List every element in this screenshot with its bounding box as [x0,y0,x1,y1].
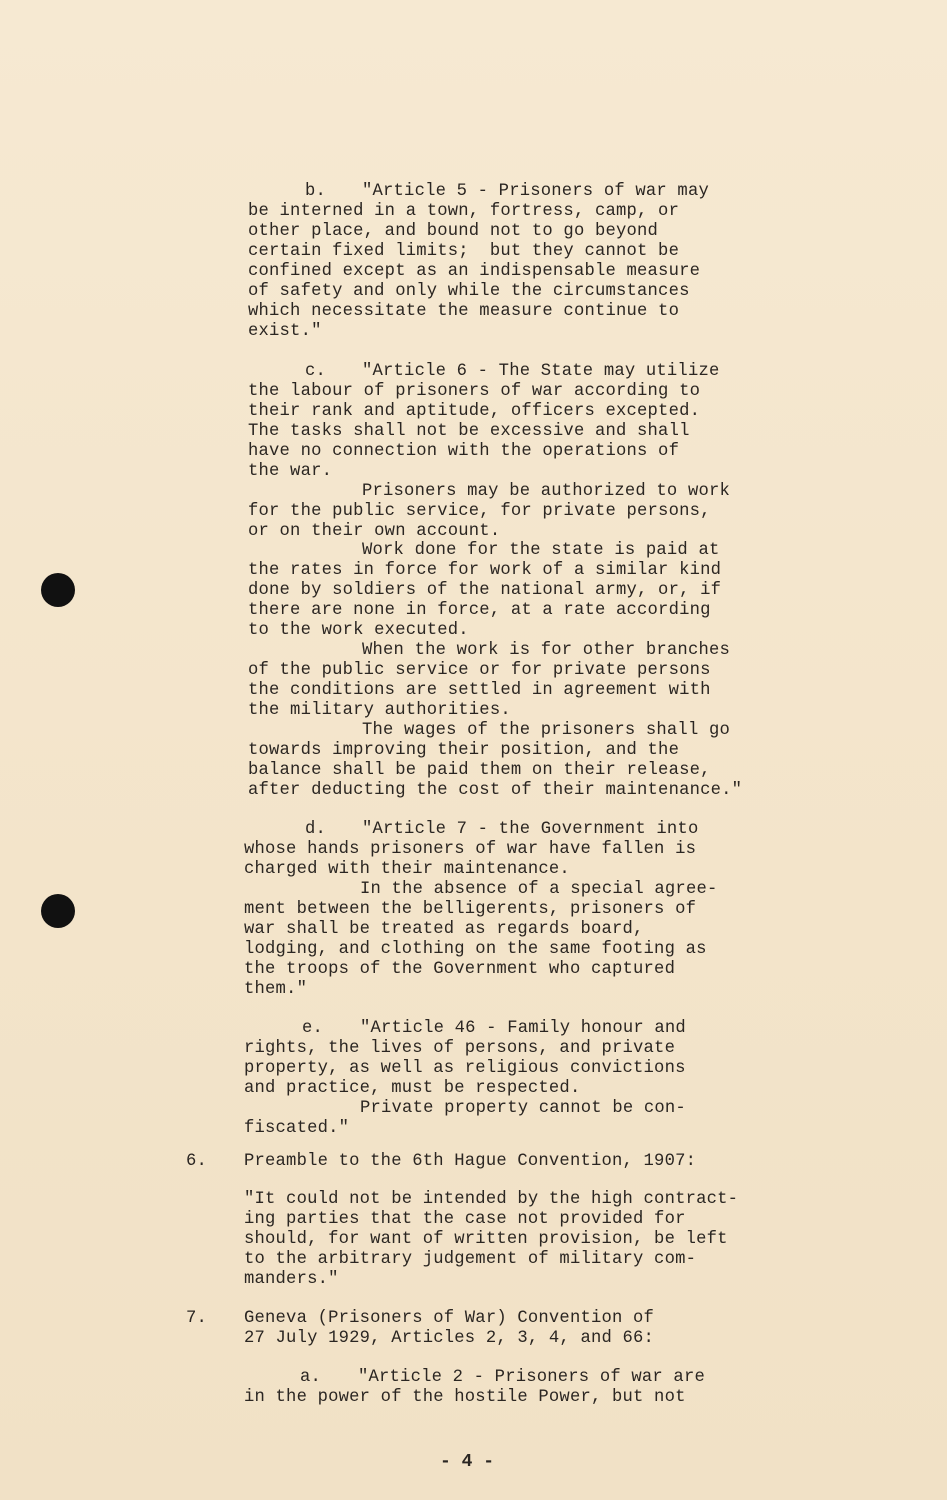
item-d-line: the troops of the Government who captured [244,960,676,979]
section-7-item-a-line: "Article 2 - Prisoners of war are [358,1368,705,1387]
item-c-line: of the public service or for private persons [248,661,711,680]
item-c-line: The wages of the prisoners shall go [362,721,730,740]
section-7-number: 7. [186,1309,208,1328]
item-d-line: war shall be treated as regards board, [244,920,644,939]
item-e-line: "Article 46 - Family honour and [360,1019,686,1038]
section-6-number: 6. [186,1152,208,1171]
item-d-line: In the absence of a special agree- [360,880,718,899]
item-c-line: the labour of prisoners of war according to [248,382,701,401]
item-c-line: their rank and aptitude, officers excepted. [248,402,701,421]
item-c-line: the rates in force for work of a similar kind [248,561,722,580]
item-c-line: there are none in force, at a rate according [248,601,711,620]
item-c-line: The tasks shall not be excessive and shall [248,422,690,441]
item-b-line: certain fixed limits; but they cannot be [248,242,680,261]
item-b-line: other place, and bound not to go beyond [248,222,659,241]
item-c-line: after deducting the cost of their maintenance." [248,781,743,800]
item-b-line: be interned in a town, fortress, camp, or [248,202,680,221]
item-c-line: the war. [248,462,333,481]
section-6-quote-line: ing parties that the case not provided for [244,1210,686,1229]
item-c-marker: c. [305,362,327,381]
item-c-line: the military authorities. [248,701,511,720]
section-6-quote-line: manders." [244,1270,339,1289]
item-d-line: ment between the belligerents, prisoners of [244,900,697,919]
item-c-line: "Article 6 - The State may utilize [362,362,720,381]
item-c-line: balance shall be paid them on their release, [248,761,711,780]
item-b-line: confined except as an indispensable measure [248,262,701,281]
item-e-marker: e. [302,1019,324,1038]
section-7-item-a-marker: a. [300,1368,322,1387]
item-e-line: fiscated." [244,1119,350,1138]
item-b-line: which necessitate the measure continue to [248,302,680,321]
item-e-line: rights, the lives of persons, and private [244,1039,676,1058]
section-6-quote-line: to the arbitrary judgement of military com- [244,1250,697,1269]
item-c-line: have no connection with the operations of [248,442,680,461]
item-d-line: lodging, and clothing on the same footing as [244,940,707,959]
item-d-line: them." [244,980,308,999]
section-6-quote-line: "It could not be intended by the high contract- [244,1190,739,1209]
item-b-line: "Article 5 - Prisoners of war may [362,182,709,201]
item-d-line: "Article 7 - the Government into [362,820,699,839]
item-c-line: done by soldiers of the national army, or, if [248,581,722,600]
punch-hole-bottom [41,894,75,928]
item-c-line: Prisoners may be authorized to work [362,482,730,501]
punch-hole-top [41,573,75,607]
item-d-line: whose hands prisoners of war have fallen is [244,840,697,859]
section-6-heading: Preamble to the 6th Hague Convention, 1907: [244,1152,697,1171]
item-d-line: charged with their maintenance. [244,860,570,879]
item-e-line: Private property cannot be con- [360,1099,686,1118]
item-e-line: property, as well as religious convictions [244,1059,686,1078]
item-b-line: exist." [248,322,322,341]
item-c-line: towards improving their position, and the [248,741,680,760]
section-7-heading-line: Geneva (Prisoners of War) Convention of [244,1309,655,1328]
item-e-line: and practice, must be respected. [244,1079,581,1098]
item-c-line: or on their own account. [248,522,501,541]
section-7-item-a-line: in the power of the hostile Power, but not [244,1388,686,1407]
item-d-marker: d. [305,820,327,839]
item-c-line: When the work is for other branches [362,641,730,660]
item-c-line: Work done for the state is paid at [362,541,720,560]
section-7-heading-line: 27 July 1929, Articles 2, 3, 4, and 66: [244,1329,655,1348]
item-c-line: for the public service, for private persons, [248,502,711,521]
section-6-quote-line: should, for want of written provision, be left [244,1230,728,1249]
page-number: - 4 - [440,1452,495,1472]
item-c-line: to the work executed. [248,621,469,640]
item-c-line: the conditions are settled in agreement with [248,681,711,700]
item-b-line: of safety and only while the circumstances [248,282,690,301]
item-b-marker: b. [305,182,327,201]
